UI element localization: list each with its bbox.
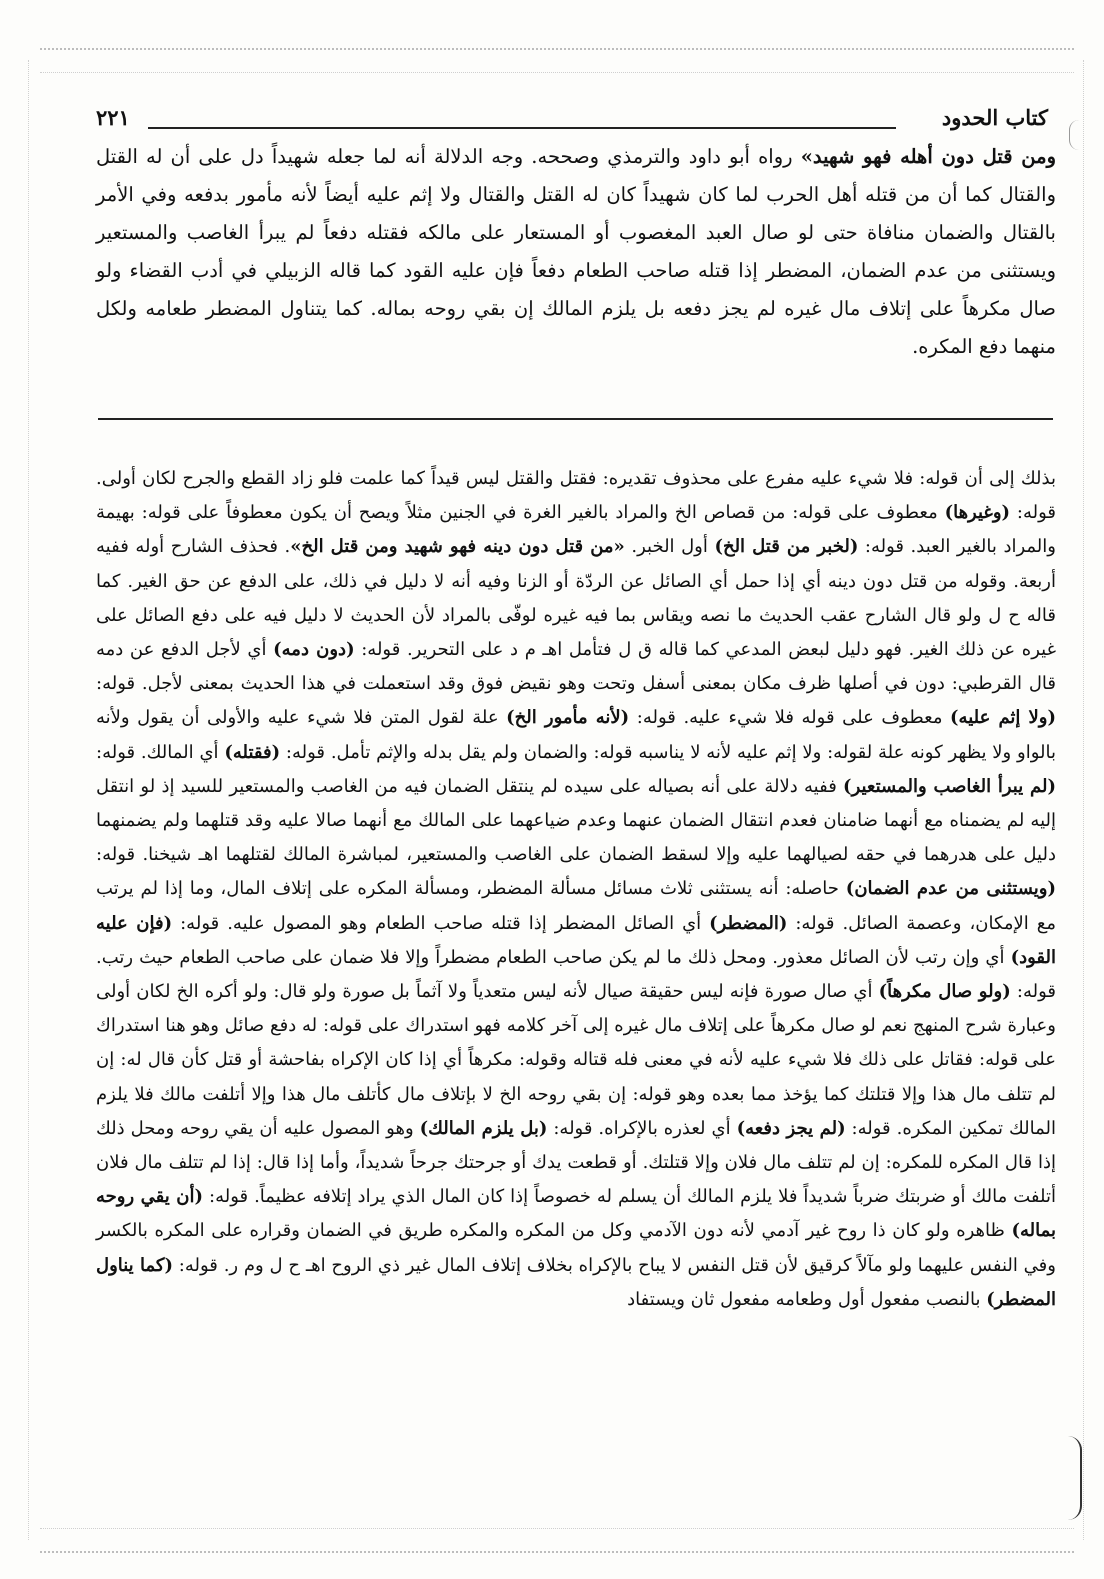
page-frame-bottom: [40, 1528, 1074, 1553]
header-rule: [148, 127, 896, 129]
commentary-lemma: «من قتل دون دينه فهو شهيد ومن قتل الخ»: [290, 536, 625, 558]
commentary-text: [96, 462, 1056, 1317]
commentary-run: بالنصب مفعول أول وطعامه مفعول ثان ويستفاد: [627, 1288, 987, 1310]
commentary-run: أي لأجل الدفع عن دمه قال القرطبي: دون في أصلها ظرف مكان بمعنى أسفل وتحت وهو نقيض فوق وقد استعملت في هذا الحديث بمعنى لأجل. قوله:: [96, 639, 1056, 695]
margin-bracket-bottom: [1068, 1436, 1082, 1520]
footnote-separator: [98, 418, 1053, 420]
commentary-lemma: (وغيرها): [944, 502, 1011, 524]
commentary-lemma: (بل يلزم المالك): [419, 1117, 548, 1139]
commentary-lemma: (ويستثنى من عدم الضمان): [845, 878, 1056, 900]
commentary-run: أي المالك. قوله:: [96, 741, 225, 763]
commentary-run: علة لقول المتن فلا شيء عليه والأولى أن يقول ولأنه بالواو ولا يظهر كونه علة لقوله: ولا إثم عليه لأنه لا يناسبه قوله: والضمان ولم يقل بدله والإثم تأمل. قوله:: [96, 707, 1056, 763]
commentary-run: أي لعذره بالإكراه. قوله:: [547, 1117, 737, 1139]
commentary-lemma: (فإن عليه القود): [96, 912, 1056, 968]
commentary-run: بذلك إلى أن قوله: فلا شيء عليه مفرع على محذوف تقديره: فقتل والقتل ليس قيداً كما علمت فلو زاد القطع والجرح لكان أولى. قوله:: [96, 468, 1056, 524]
page-frame-top: [40, 48, 1074, 73]
commentary-run: ففيه دلالة على أنه بصياله على سيده لم ينتقل الضمان فيه من الغاصب والمستعير للسيد إذ لو انتقل إليه لم يضمناه مع أنهما ضامنان فعدم انتقال الضمان عنهما وعدم ضياعهما على المالك مع أنهما صالا عليه وقد قتلهما ولم يضمنهما دليل على هدرهما في حقه لصيالهما عليه وإلا لسقط الضمان على الغاصب والمستعير، لمباشرة المالك لقتلهما اهـ شيخنا. قوله:: [96, 775, 1056, 866]
margin-bracket-top: [1069, 120, 1080, 150]
commentary-run: ظاهره ولو كان ذا روح غير آدمي لأنه دون الآدمي وكل من المكره والمكره طريق في الضمان وقراره على المكره بالكسر وفي النفس عليهما ولو مآلاً كرقيق لأن قتل النفس لا يباح بالإكراه بخلاف إتلاف المال غير ذي الروح اهـ ح ل وم ر. قوله:: [96, 1220, 1056, 1276]
commentary-lemma: (لأنه مأمور الخ): [506, 707, 630, 729]
commentary-run: أي وإن رتب لأن الصائل معذور. ومحل ذلك ما لم يكن صاحب الطعام مضطراً وإلا فلا ضمان على صاحب الطعام حيث رتب. قوله:: [96, 946, 1056, 1003]
main-text: [96, 138, 1056, 366]
page-number: ٢٢١: [96, 105, 130, 130]
commentary-run: وهو المصول عليه أن يقي روحه ومحل ذلك إذا قال المكره للمكره: إن لم تتلف مال فلان وإلا قتلتك. أو قطعت يدك أو جرحتك جرحاً شديداً، وأما إذا قال: إذا لم تتلف مال فلان أتلفت مالك أو ضربتك ضرباً شديداً فلا يلزم المالك أن يسلم له خصوصاً إذا كان المال الذي يراد إتلافه عظيماً. قوله:: [96, 1117, 1056, 1208]
page-frame-left: [28, 60, 39, 1540]
commentary-run: أول الخبر.: [624, 536, 715, 558]
commentary-lemma: (المضطر): [709, 912, 788, 934]
commentary-lemma: (ولو صال مكرهاً): [878, 981, 1011, 1003]
commentary-run: . فحذف الشارح أوله ففيه أربعة. وقوله من قتل دون دينه أي إذا حمل أي الصائل عن الردّة أو الزنا وفيه أنه لا دليل في ذلك، على الدفع عن حق الغير. كما قاله ح ل ولو قال الشارح عقب الحديث ما نصه ويقاس بما فيه غيره لوفّى بالمراد لأن الحديث لا دليل فيه على دفع الصائل على غيره عن ذلك الغير. فهو دليل لبعض المدعي كما قاله ق ل فتأمل اهـ م د على التحرير. قوله:: [96, 536, 1057, 661]
page-frame-right: [1073, 60, 1084, 1540]
commentary-lemma: (كما يناول المضطر): [96, 1254, 1056, 1310]
commentary-lemma: (دون دمه): [273, 639, 355, 661]
running-header: [96, 103, 1048, 139]
commentary-lemma: (ولا إثم عليه): [950, 707, 1057, 729]
commentary-run: معطوف على قوله: من قصاص الخ والمراد بالغير الغرة في الجنين مثلاً ويصح أن يكون معطوفاً على قوله: بهيمة والمراد بالغير العبد. قوله:: [96, 502, 1056, 558]
commentary-run: حاصله: أنه يستثنى ثلاث مسائل مسألة المضطر، ومسألة المكره على إتلاف المال، وما إذا لم يرتب مع الإمكان، وعصمة الصائل. قوله:: [96, 878, 1057, 934]
commentary-run: أي صال صورة فإنه ليس حقيقة صيال لأنه ليس متعدياً ولا آثماً بل صورة ولو قال: ولو أكره الخ لكان أولى وعبارة شرح المنهج نعم لو صال مكرهاً على إتلاف مال غيره إلى آخر كلامه فهو استدراك على قوله: له دفع صائل وهو هنا استدراك على قوله: فقاتل على ذلك فلا شيء عليه لأنه في معنى فله قتاله وقوله: مكرهاً أي إذا كان الإكراه بفاحشة أو قتل كأن قال له: إن لم تتلف مال هذا وإلا قتلتك كما يؤخذ مما بعده وهو قوله: إن بقي روحه الخ لا بإتلاف مال كأتلف مال هذا وإلا أتلفت مالك فلا يلزم المالك تمكين المكره. قوله:: [96, 981, 1056, 1139]
commentary-lemma: (لخبر من قتل الخ): [714, 536, 859, 558]
main-text-body: رواه أبو داود والترمذي وصححه. وجه الدلالة أنه لما جعله شهيداً دل على أن له القتل والقتال كما أن من قتله أهل الحرب لما كان شهيداً كان له القتل والقتال ولا إثم عليه أيضاً لأنه مأمور بدفعه وفي الأمر بالقتال والضمان منافاة حتى لو صال العبد المغصوب أو المستعار على مالكه فقتله دفعاً لم يبرأ الغاصب والمستعير ويستثنى من عدم الضمان، المضطر إذا قتله صاحب الطعام دفعاً فإن عليه القود كما قاله الزبيلي في أدب القضاء ولو صال مكرهاً على إتلاف مال غيره لم يجز دفعه بل يلزم المالك إن بقي روحه بماله. كما يتناول المضطر طعامه ولكل منهما دفع المكره.: [96, 145, 1056, 358]
commentary-lemma: (أن يقي روحه بماله): [96, 1186, 1056, 1242]
commentary-lemma: (فقتله): [224, 741, 281, 763]
commentary-run: معطوف على قوله فلا شيء عليه. قوله:: [629, 707, 951, 729]
hadith-quote: ومن قتل دون أهله فهو شهيد»: [800, 145, 1056, 168]
commentary-lemma: (لم يبرأ الغاصب والمستعير): [843, 775, 1057, 797]
commentary-lemma: (لم يجز دفعه): [736, 1117, 846, 1139]
commentary-run: أي الصائل المضطر إذا قتله صاحب الطعام وهو المصول عليه. قوله:: [172, 912, 710, 934]
header-title: كتاب الحدود: [941, 105, 1048, 130]
